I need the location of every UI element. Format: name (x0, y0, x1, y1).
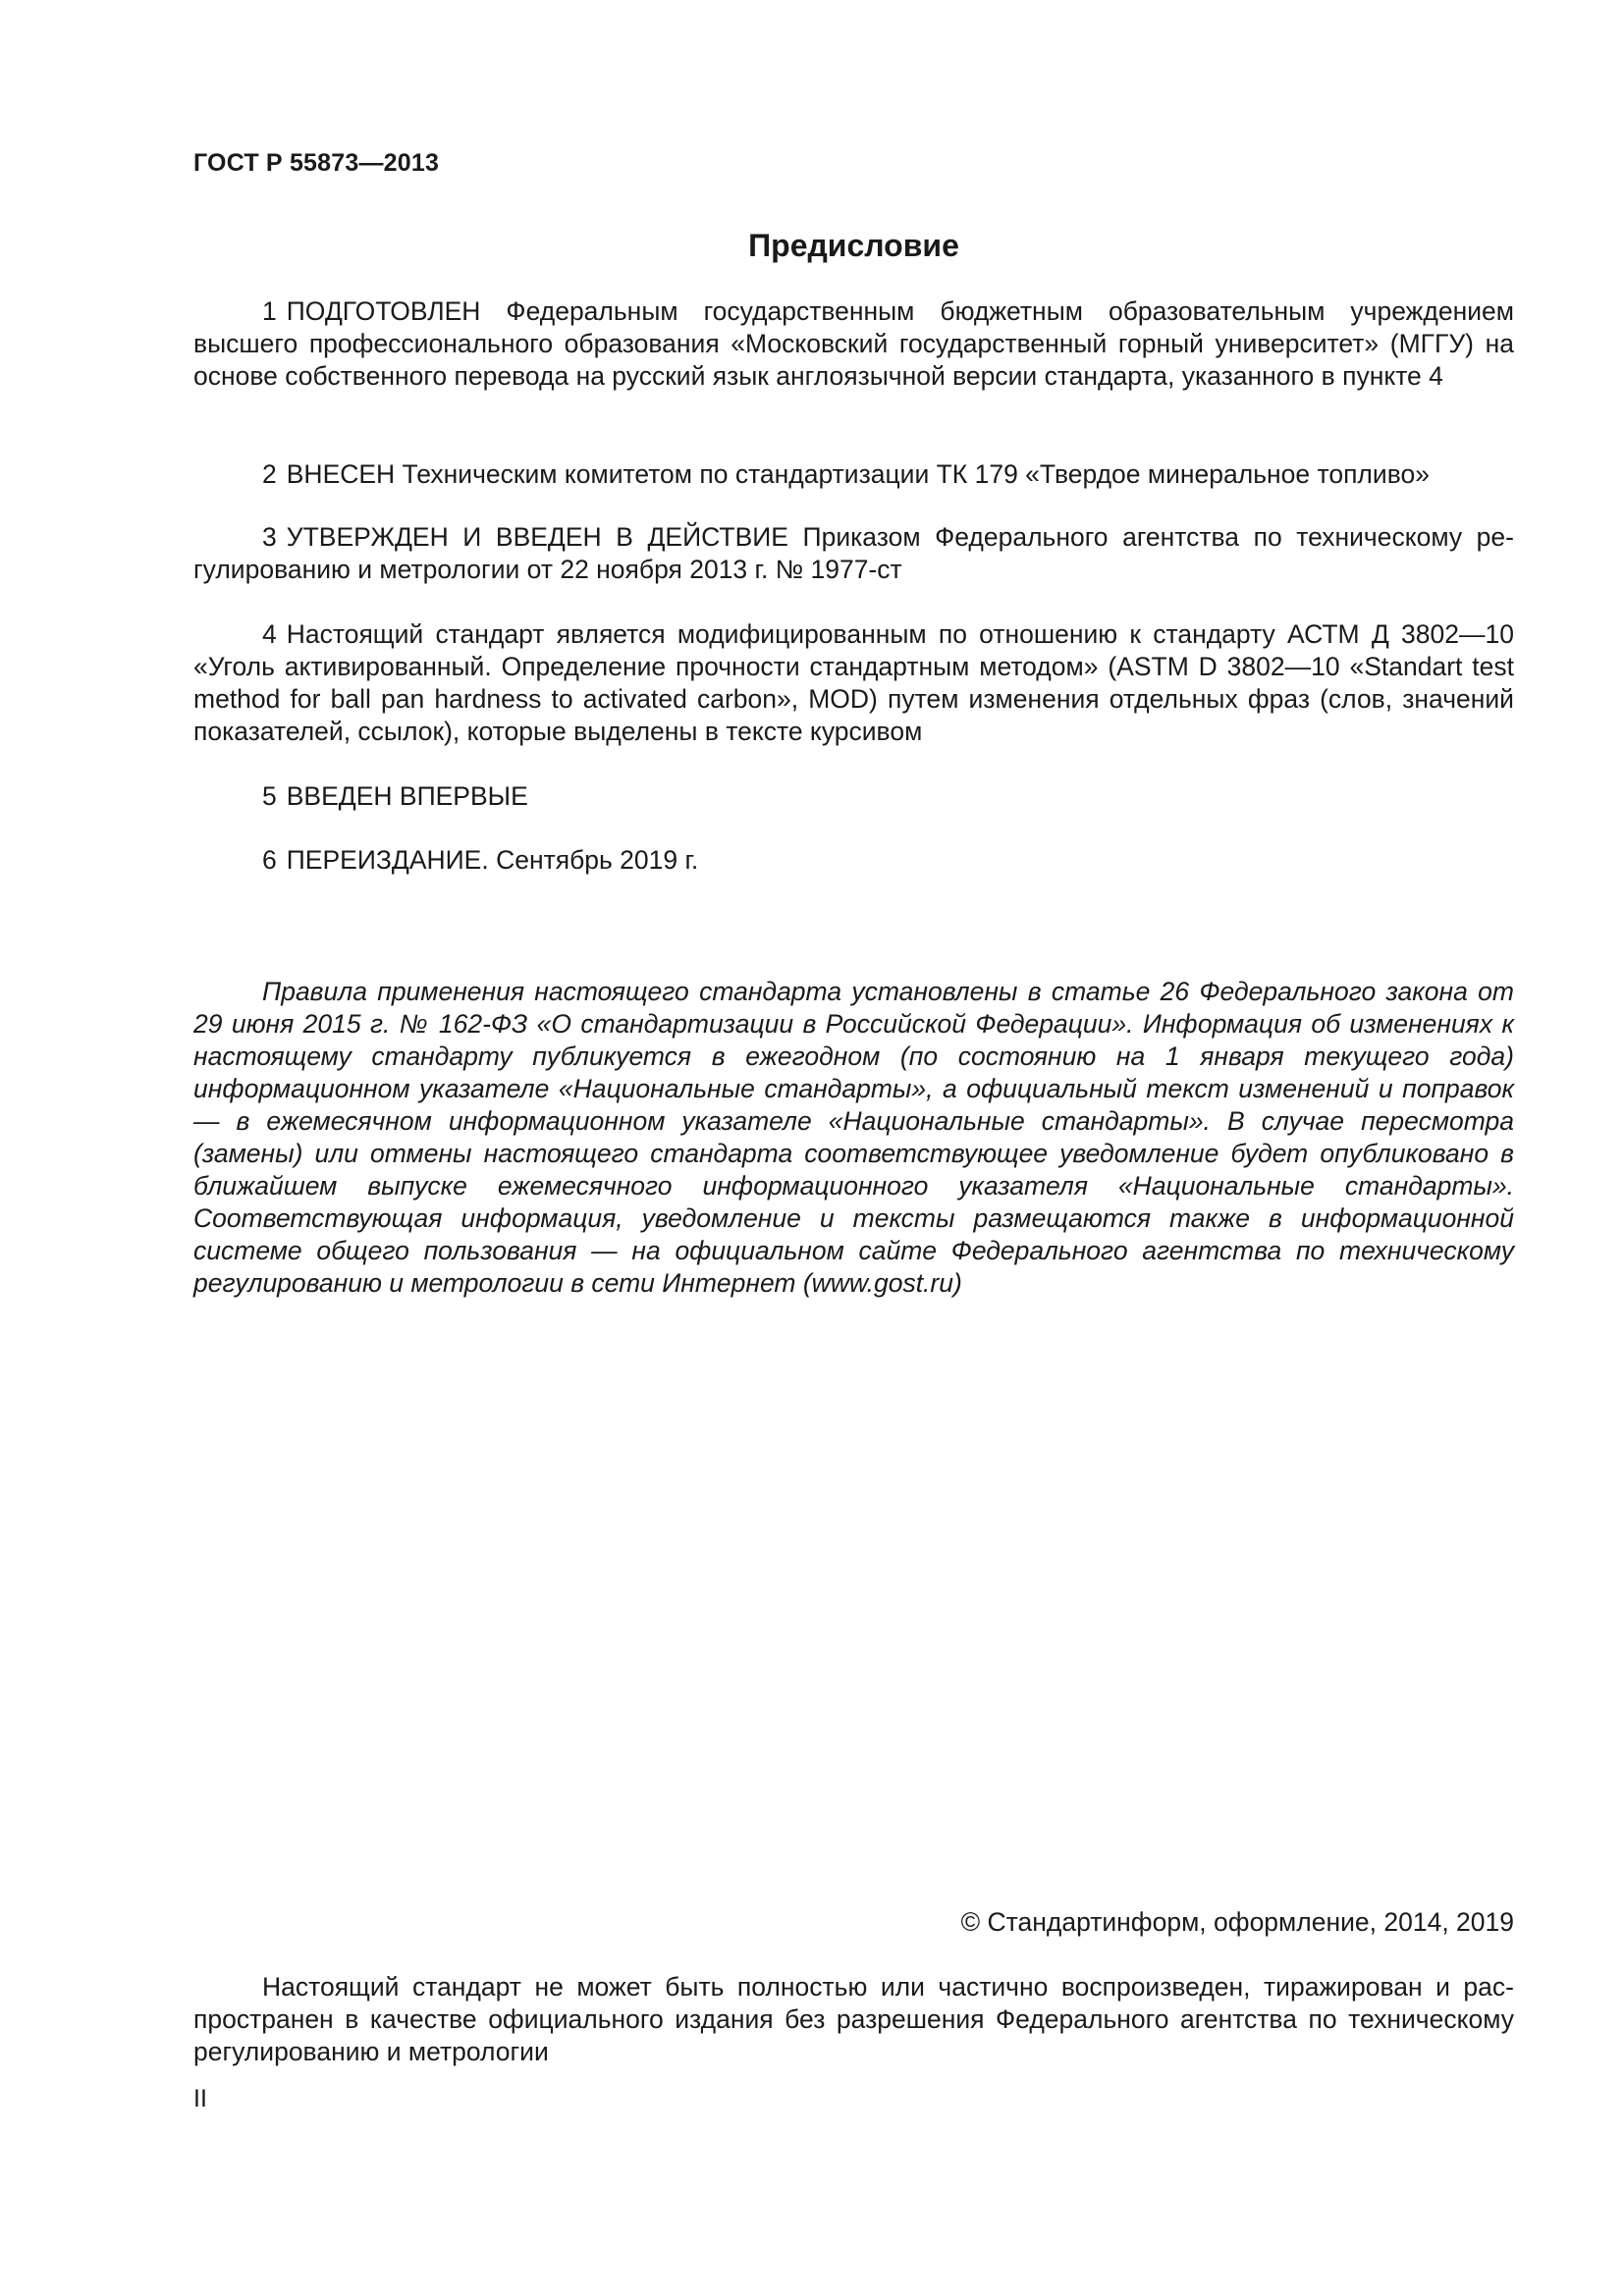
preface-item-5 (193, 780, 1514, 813)
preface-item-4 (193, 618, 1514, 748)
preface-item-text: УТВЕРЖДЕН И ВВЕДЕН В ДЕЙСТВИЕ Приказом Федерального агентства по техническому регулированию и метрологии от 22 ноября 2013 г. № 1977-ст (193, 522, 1514, 584)
preface-item-text: ВВЕДЕН ВПЕРВЫЕ (286, 781, 528, 811)
copyright-line: © Стандартинформ, оформление, 2014, 2019 (960, 1907, 1514, 1937)
preface-item-number: 2 (262, 459, 277, 489)
preface-item-text: Настоящий стандарт является модифицированным по отношению к стандарту АСТМ Д 3802—10 «Уголь активированный. Определение прочности стандартным методом» (ASTM D 3802—10 «Standart test method for ball pan hardness to activated carbon», MOD) путем изменения отдельных фраз (слов, значений показателей, ссылок), которые выделены в тексте курсивом (193, 619, 1514, 746)
preface-item-3 (193, 521, 1514, 586)
page-number: II (193, 2085, 207, 2112)
preface-item-number: 5 (262, 781, 277, 811)
preface-item-6 (193, 844, 1514, 877)
document-code: ГОСТ Р 55873—2013 (193, 149, 440, 177)
preface-item-number: 3 (262, 522, 277, 552)
preface-item-text: ПОДГОТОВЛЕН Федеральным государственным бюджетным образовательным учреждением высшего профессионального образования «Московский государственный горный университет» (МГГУ) на основе собственного перевода на русский язык англоязычной версии стандарта, указанного в пункте 4 (193, 296, 1514, 391)
preface-item-number: 4 (262, 619, 277, 649)
preface-item-text: ПЕРЕИЗДАНИЕ. Сентябрь 2019 г. (286, 845, 699, 875)
preface-item-1 (193, 295, 1514, 393)
preface-item-number: 6 (262, 845, 277, 875)
preface-item-2 (193, 458, 1514, 491)
reproduction-notice: Настоящий стандарт не может быть полностью или частично воспроизведен, тиражирован и распространен в качестве официального издания без разрешения Федерального агентства по техническому регулированию и метрологии (193, 1972, 1514, 2066)
preface-item-text: ВНЕСЕН Техническим комитетом по стандартизации ТК 179 «Твердое минеральное топливо» (286, 459, 1430, 489)
rules-notice: Правила применения настоящего стандарта установлены в статье 26 Федерального закона от 29 июня 2015 г. № 162-ФЗ «О стандартизации в Российской Федерации». Информация об изменениях к настоящему стандарту публикуется в ежегодном (по состоянию на 1 января текущего года) информационном указателе «Национальные стандарты», а официальный текст изменений и поправок — в ежемесячном информационном указателе «Национальные стандарты». В случае пересмотра (замены) или отмены настоящего стандарта соответствующее уведомление будет опубликовано в ближайшем выпуске ежемесячного информационного указателя «Национальные стандарты». Соответствующая информация, уведомление и тексты размещаются также в информационной системе общего пользования — на официальном сайте Федерального агентства по техническому регулированию и метрологии в сети Интернет (www.gost.ru) (193, 977, 1514, 1298)
preface-item-number: 1 (262, 296, 277, 326)
preface-title: Предисловие (748, 228, 959, 263)
